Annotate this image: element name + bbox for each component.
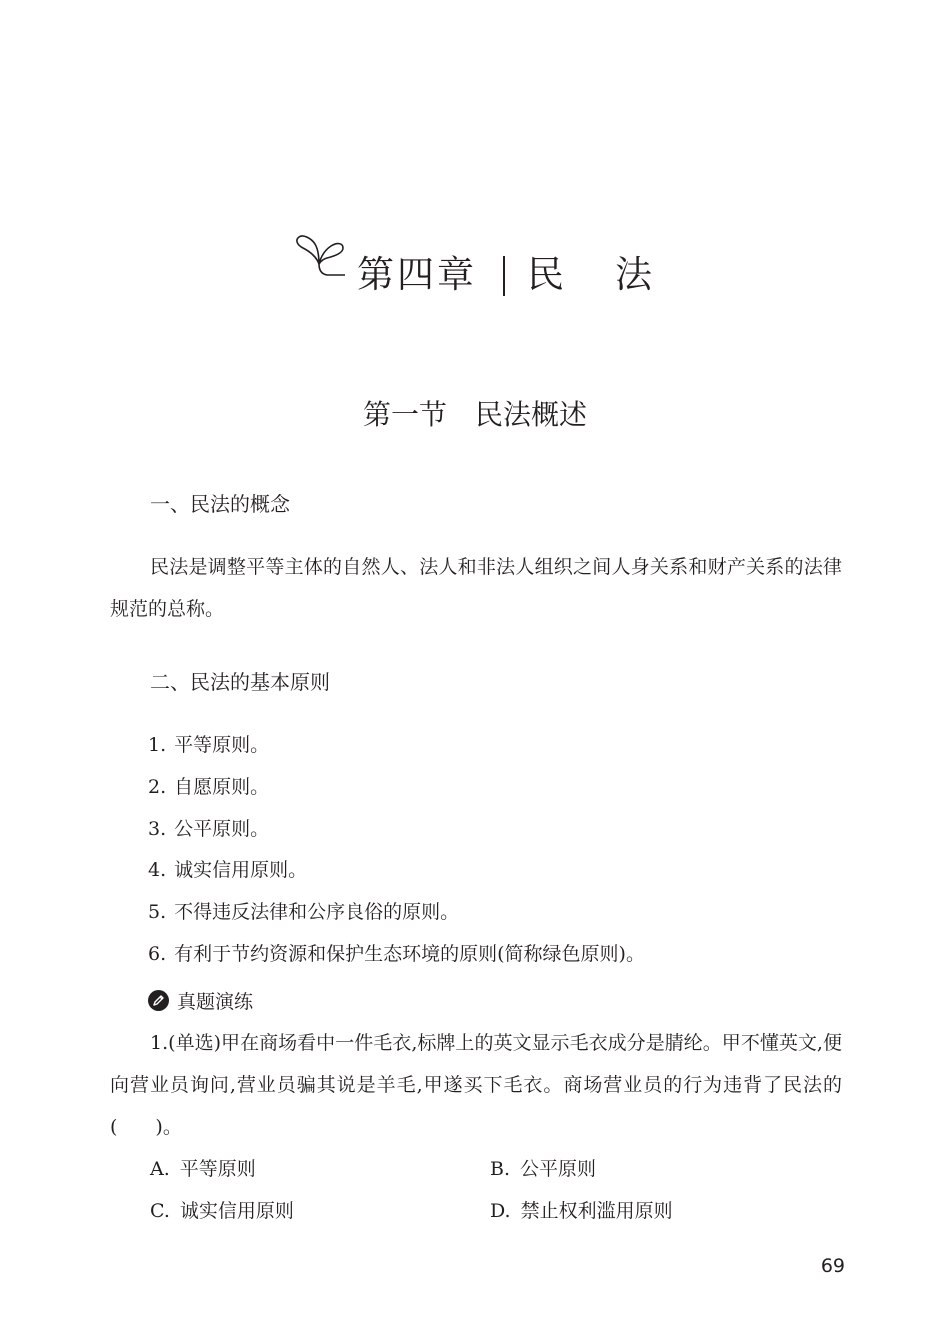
list-item — [148, 897, 459, 927]
list-item-text: 平等原则。 — [174, 734, 270, 756]
option-letter: B. — [490, 1158, 511, 1180]
option-letter: D. — [490, 1200, 511, 1222]
option-text: 禁止权利滥用原则 — [520, 1200, 673, 1222]
list-item-text: 有利于节约资源和保护生态环境的原则(简称绿色原则)。 — [174, 943, 645, 965]
option-b — [490, 1154, 596, 1184]
option-text: 诚实信用原则 — [179, 1200, 294, 1222]
principles-heading: 二、民法的基本原则 — [150, 670, 330, 694]
section-title: 第一节 民法概述 — [362, 398, 587, 431]
list-item-number: 3. — [148, 818, 167, 840]
concept-heading: 一、民法的概念 — [150, 492, 290, 516]
list-item — [148, 730, 269, 760]
chapter-subject — [527, 250, 652, 300]
chapter-title: 第四章 — [357, 253, 477, 296]
list-item-text: 公平原则。 — [174, 818, 270, 840]
list-item-text: 不得违反法律和公序良俗的原则。 — [174, 901, 460, 923]
option-text: 公平原则 — [520, 1158, 597, 1180]
list-item-number: 5. — [148, 901, 167, 923]
list-item-number: 2. — [148, 776, 167, 798]
list-item-text: 自愿原则。 — [174, 776, 270, 798]
list-item — [148, 772, 269, 802]
option-a — [150, 1154, 256, 1184]
practice-question: 1.(单选)甲在商场看中一件毛衣,标牌上的英文显示毛衣成分是腈纶。甲不懂英文,便向营业员询问,营业员骗其说是羊毛,甲遂买下毛衣。商场营业员的行为违背了民法的( )。 — [110, 1032, 842, 1138]
sprout-icon — [293, 228, 349, 278]
option-letter: A. — [150, 1158, 170, 1180]
option-c — [150, 1196, 294, 1226]
list-item-text: 诚实信用原则。 — [174, 859, 308, 881]
practice-heading-text: 真题演练 — [177, 990, 254, 1013]
practice-heading — [148, 986, 253, 1014]
pen-icon — [148, 990, 169, 1011]
page-number: 69 — [820, 1255, 845, 1277]
list-item — [148, 814, 269, 844]
list-item-number: 1. — [148, 734, 167, 756]
list-item — [148, 939, 645, 969]
list-item-number: 6. — [148, 943, 167, 965]
option-d — [490, 1196, 673, 1226]
concept-paragraph: 民法是调整平等主体的自然人、法人和非法人组织之间人身关系和财产关系的法律规范的总称。 — [110, 556, 842, 620]
option-text: 平等原则 — [179, 1158, 256, 1180]
chapter-subject-char: 民 — [527, 253, 564, 296]
chapter-subject-char: 法 — [615, 253, 652, 296]
list-item-number: 4. — [148, 859, 167, 881]
option-letter: C. — [150, 1200, 170, 1222]
list-item — [148, 855, 307, 885]
chapter-divider — [503, 256, 505, 296]
